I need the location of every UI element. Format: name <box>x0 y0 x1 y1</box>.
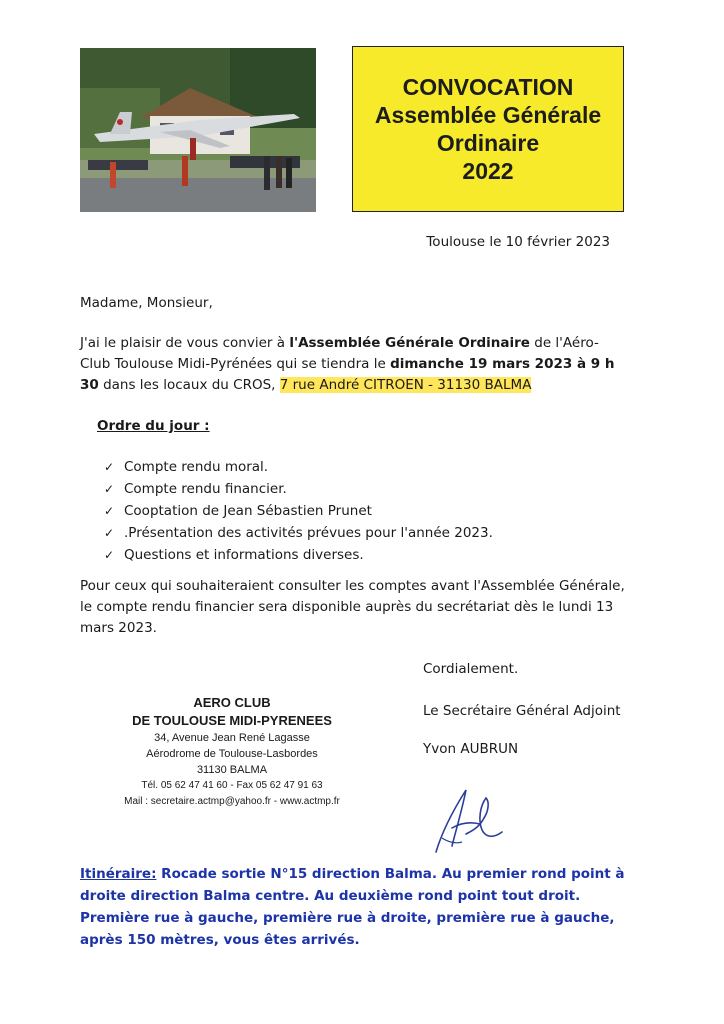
greeting: Madame, Monsieur, <box>80 295 213 311</box>
signer-name: Yvon AUBRUN <box>423 741 519 757</box>
agenda-item <box>104 500 493 522</box>
highlighted-address: 7 rue André CITROEN - 31130 BALMA <box>279 377 532 393</box>
itinerary <box>80 863 632 951</box>
header-photo <box>80 48 316 212</box>
agenda-item <box>104 522 493 544</box>
agenda-item <box>104 544 493 566</box>
check-icon: ✓ <box>104 460 115 474</box>
intro-text-1: J'ai le plaisir de vous convier à <box>80 335 290 351</box>
check-icon: ✓ <box>104 526 115 540</box>
itinerary-label: Itinéraire: <box>80 866 157 882</box>
check-icon: ✓ <box>104 504 115 518</box>
intro-paragraph <box>80 333 628 396</box>
agenda-item-text: Questions et informations diverses. <box>124 547 364 563</box>
convocation-title-box <box>352 46 624 212</box>
club-phone: Tél. 05 62 47 41 60 - Fax 05 62 47 91 63 <box>141 780 323 791</box>
agenda-item-text: Cooptation de Jean Sébastien Prunet <box>124 503 372 519</box>
intro-bold-date: dimanche 19 mars 2023 à 9 h 30 <box>80 356 615 393</box>
club-name-1: AERO CLUB <box>193 695 271 710</box>
closing: Cordialement. <box>423 661 519 677</box>
agenda-item <box>104 456 493 478</box>
agenda-title: Ordre du jour : <box>97 418 210 434</box>
title-line-2: Assemblée Générale <box>374 102 602 128</box>
intro-bold-assembly: l'Assemblée Générale Ordinaire <box>289 335 530 351</box>
consult-paragraph: Pour ceux qui souhaiteraient consulter les comptes avant l'Assemblée Générale, le compte rendu financier sera disponible auprès du secrétariat dès le lundi 13 mars 2023. <box>80 578 625 636</box>
agenda-item-text: .Présentation des activités prévues pour l'année 2023. <box>124 525 493 541</box>
title-line-3: Ordinaire <box>436 130 540 156</box>
check-icon: ✓ <box>104 482 115 496</box>
agenda-list <box>104 456 493 566</box>
handwritten-signature <box>422 772 512 866</box>
club-address-3: 31130 BALMA <box>196 764 268 776</box>
check-icon: ✓ <box>104 548 115 562</box>
club-address-2: Aérodrome de Toulouse-Lasbordes <box>146 748 318 760</box>
club-address-block <box>118 694 346 810</box>
club-mail: Mail : secretaire.actmp@yahoo.fr - www.actmp.fr <box>124 796 340 807</box>
club-name-2: DE TOULOUSE MIDI-PYRENEES <box>132 713 332 728</box>
agenda-item-text: Compte rendu financier. <box>124 481 287 497</box>
letter-date: Toulouse le 10 février 2023 <box>426 234 610 250</box>
intro-text-3: dans les locaux du CROS, <box>98 377 280 393</box>
agenda-item-text: Compte rendu moral. <box>124 459 269 475</box>
agenda-item <box>104 478 493 500</box>
intro-text-2: de l'Aéro-Club Toulouse Midi-Pyrénées qui se tiendra le <box>80 335 599 372</box>
signer-title: Le Secrétaire Général Adjoint <box>423 703 621 719</box>
title-line-4: 2022 <box>462 158 514 184</box>
itinerary-text: Rocade sortie N°15 direction Balma. Au premier rond point à droite direction Balma centre. Au deuxième rond point tout droit. Première rue à gauche, première rue à droite, première rue à gauche, après 150 mètres, vous êtes arrivés. <box>80 866 625 948</box>
club-address-1: 34, Avenue Jean René Lagasse <box>154 732 310 744</box>
title-line-1: CONVOCATION <box>402 74 574 100</box>
